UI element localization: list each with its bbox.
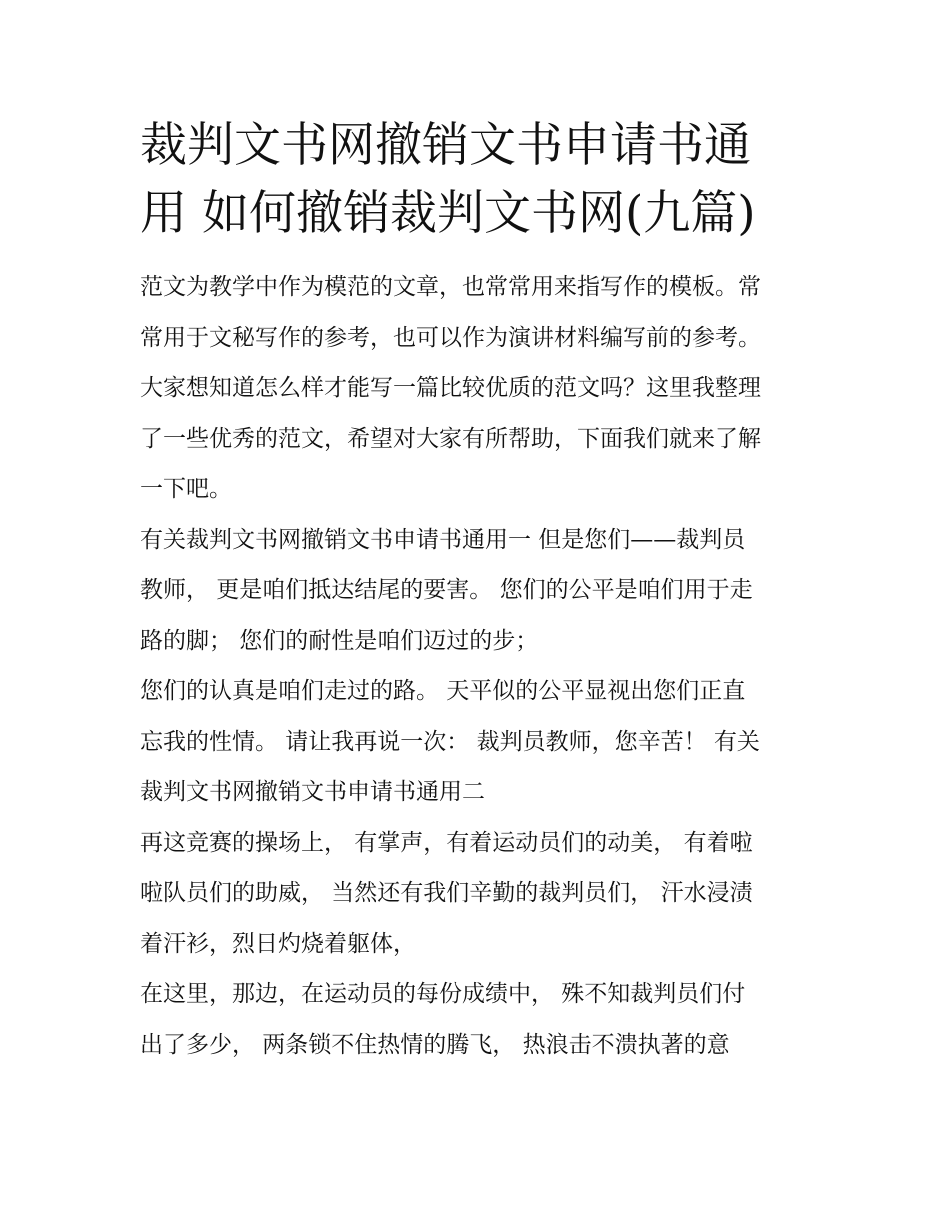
text-line: 常用于文秘写作的参考，也可以作为演讲材料编写前的参考。	[140, 324, 761, 351]
text-line: 着汗衫，烈日灼烧着躯体，	[140, 930, 416, 957]
intro-paragraph	[140, 262, 812, 515]
body-paragraph	[140, 969, 812, 1070]
text-line: 忘我的性情。 请让我再说一次： 裁判员教师，您辛苦！ 有关	[140, 728, 760, 755]
text-line: 再这竞赛的操场上， 有掌声，有着运动员们的动美， 有着啦	[140, 829, 753, 856]
text-line: 范文为教学中作为模范的文章，也常常用来指写作的模板。常	[140, 274, 761, 300]
text-line: 您们的认真是咱们走过的路。 天平似的公平显视出您们正直	[140, 678, 746, 704]
document-body	[140, 262, 812, 1070]
text-line: 一下吧。	[140, 476, 232, 502]
text-line: 路的脚； 您们的耐性是咱们迈过的步；	[140, 627, 539, 654]
text-line: 啦队员们的助威， 当然还有我们辛勤的裁判员们， 汗水浸渍	[140, 880, 753, 906]
title-line: 用 如何撤销裁判文书网(九篇)	[140, 186, 756, 241]
body-paragraph	[140, 666, 812, 818]
title-line: 裁判文书网撤销文书申请书通	[140, 118, 751, 173]
text-line: 大家想知道怎么样才能写一篇比较优质的范文吗？这里我整理	[140, 375, 761, 401]
body-paragraph	[140, 515, 812, 667]
body-paragraph	[140, 818, 812, 970]
text-line: 了一些优秀的范文，希望对大家有所帮助，下面我们就来了解	[140, 425, 761, 452]
text-line: 教师， 更是咱们抵达结尾的要害。 您们的公平是咱们用于走	[140, 577, 753, 603]
text-line: 出了多少， 两条锁不住热情的腾飞， 热浪击不溃执著的意	[140, 1031, 730, 1058]
document-content	[140, 112, 812, 1070]
text-line: 有关裁判文书网撤销文书申请书通用一 但是您们——裁判员	[140, 526, 746, 553]
text-line: 在这里，那边，在运动员的每份成绩中， 殊不知裁判员们付	[140, 981, 746, 1007]
text-line: 裁判文书网撤销文书申请书通用二	[140, 779, 485, 805]
document-title	[140, 112, 812, 248]
